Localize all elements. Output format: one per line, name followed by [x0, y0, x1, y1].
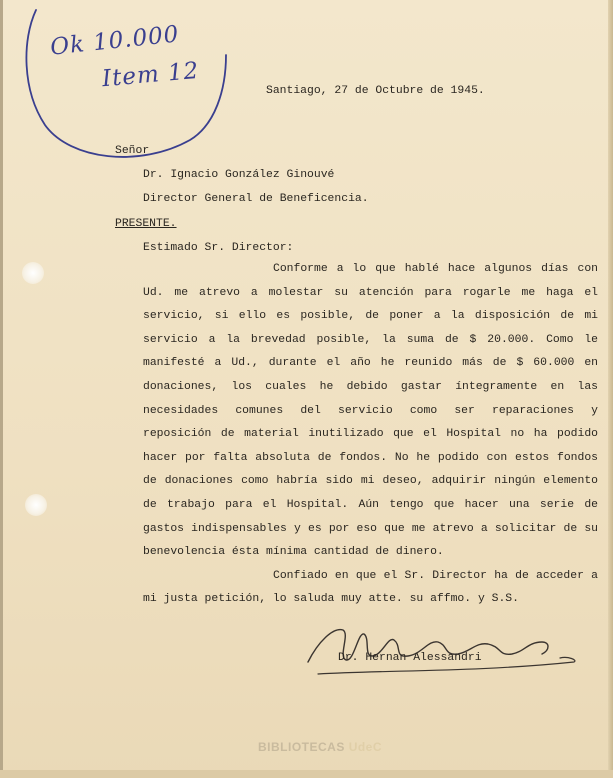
handwritten-item: Item 12 [101, 57, 201, 93]
library-watermark [258, 740, 382, 754]
punch-hole-top [22, 262, 44, 284]
watermark-main: BIBLIOTECAS [258, 740, 345, 754]
letter-body [143, 258, 598, 612]
recipient-name: Dr. Ignacio González Ginouvé [143, 169, 335, 181]
date-line: Santiago, 27 de Octubre de 1945. [266, 85, 485, 97]
signature-scribble [298, 612, 588, 687]
page-bottom-edge [0, 770, 613, 778]
presente-line: PRESENTE. [115, 218, 177, 230]
punch-hole-bottom [25, 494, 47, 516]
greeting-line: Estimado Sr. Director: [143, 242, 294, 254]
body-paragraph: Conforme a lo que hablé hace algunos días con Ud. me atrevo a molestar su atención para rogarle me haga el servicio, si ello es posible, de poner a la disposición de mi servicio a la brevedad posible, la suma de $ 20.000. Como le manifesté a Ud., durante el año he reunido más de $ 60.000 en donaciones, los cuales he debido gastar íntegramente en las necesidades comunes del servicio como ser reparaciones y reposición de material inutilizado que el Hospital no ha podido hacer por falta absoluta de fondos. No he podido con estos fondos de donaciones como habría sido mi deseo, adquirir ningún elemento de trabajo para el Hospital. Aún tengo que hacer una serie de gastos indispensables y es por eso que me atrevo a solicitar de su benevolencia ésta mínima cantidad de dinero. [143, 263, 598, 559]
body-paragraph: Confiado en que el Sr. Director ha de acceder a mi justa petición, lo saluda muy atte. su affmo. y S.S. [143, 569, 598, 606]
handwritten-amount: Ok 10.000 [48, 21, 181, 61]
watermark-accent: UdeC [348, 740, 383, 754]
recipient-title: Director General de Beneficencia. [143, 193, 369, 205]
salutation-line: Señor [115, 145, 150, 157]
page-right-edge [608, 0, 613, 778]
signature-name: Dr. Hernan Alessandri [338, 652, 482, 664]
